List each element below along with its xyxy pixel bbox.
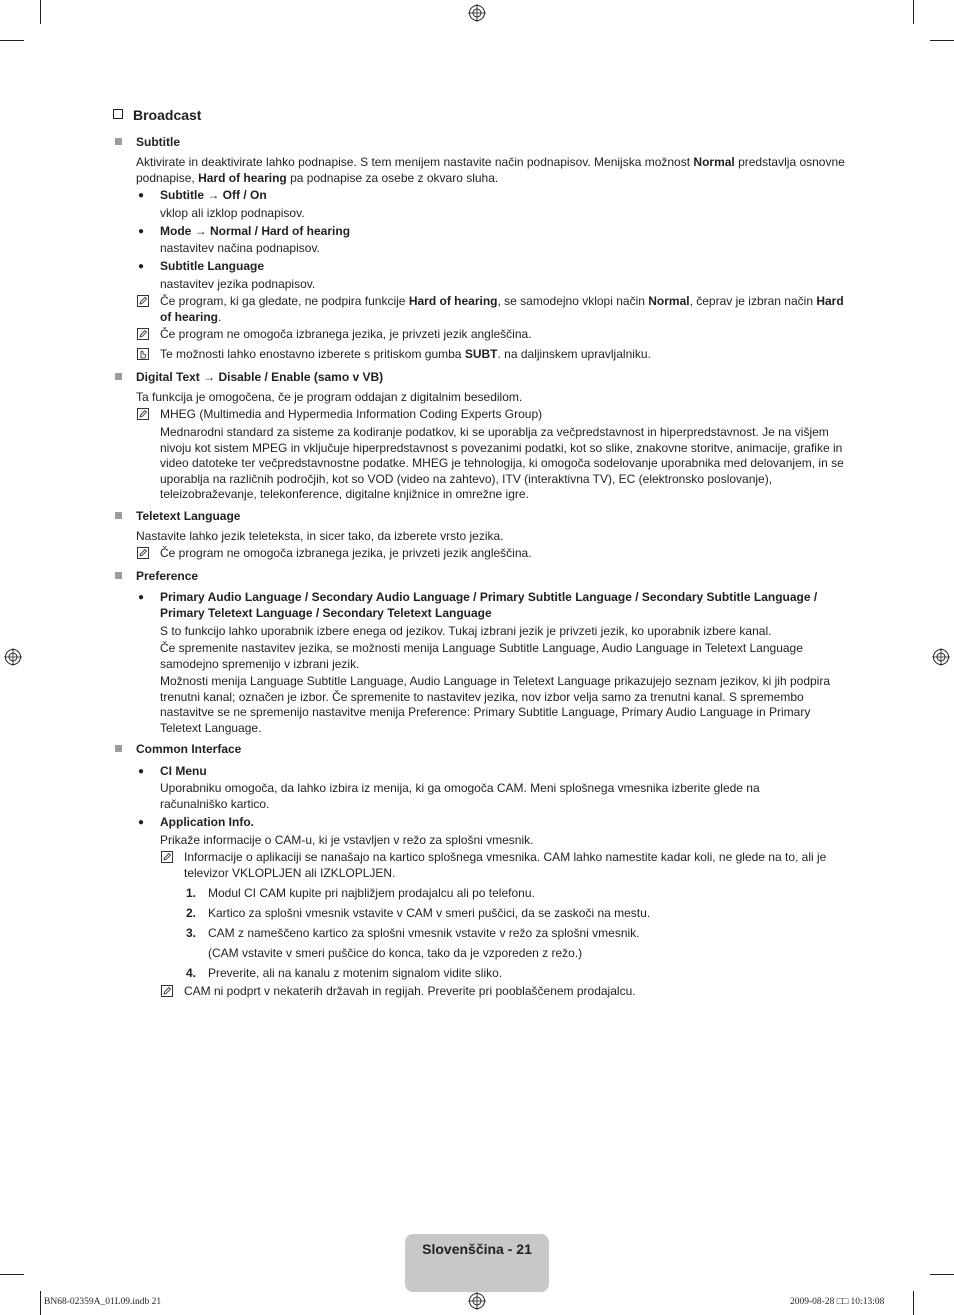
application-info-description: Prikaže informacije o CAM-u, ki je vstavljen v režo za splošni vmesnik. — [160, 833, 534, 847]
checkbox-bullet-icon — [113, 109, 123, 119]
note-text: Te možnosti lahko enostavno izberete s pritiskom gumba SUBT. na daljinskem upravljalniku. — [160, 347, 651, 361]
registration-mark-icon — [932, 648, 950, 666]
bullet-description: nastavitev načina podnapisov. — [160, 241, 320, 255]
bullet-dot-icon: ● — [138, 817, 145, 828]
common-interface-heading: Common Interface — [115, 742, 241, 758]
remote-hand-icon — [137, 348, 149, 360]
print-slug-right: 2009-08-28 □□ 10:13:08 — [790, 1297, 885, 1307]
bullet-description: vklop ali izklop podnapisov. — [160, 206, 305, 220]
note-text: CAM ni podprt v nekaterih državah in regijah. Preverite pri pooblaščenem prodajalcu. — [184, 984, 636, 998]
subtitle-heading: Subtitle — [115, 135, 180, 151]
section-title: Broadcast — [113, 108, 201, 124]
ci-menu-description: Uporabniku omogoča, da lahko izbira iz menija, ki ga omogoča CAM. Meni splošnega vmesnika izberite glede na računalniško kartico. — [160, 781, 760, 811]
note-pencil-icon — [161, 985, 173, 997]
note-text: Informacije o aplikaciji se nanašajo na kartico splošnega vmesnika. CAM lahko namestite kadar koli, ne glede na to, ali je televizor VKLOPLJEN ali IZKLOPLJEN. — [184, 850, 827, 880]
note-pencil-icon — [137, 295, 149, 307]
note-text: Če program ne omogoča izbranega jezika, je privzeti jezik angleščina. — [160, 327, 532, 341]
bullet-dot-icon: ● — [138, 766, 145, 777]
note-pencil-icon — [161, 851, 173, 863]
note-text: MHEG (Multimedia and Hypermedia Information Coding Experts Group) — [160, 407, 543, 421]
note-text: Če program, ki ga gledate, ne podpira funkcije Hard of hearing, se samodejno vklopi način Normal, čeprav je izbran način Hard of hearing. — [160, 294, 844, 324]
subtitle-description: Aktivirate in deaktivirate lahko podnapise. S tem menijem nastavite način podnapisov. Menijska možnost Normal predstavlja osnovne podnapise, Hard of hearing pa podnapise za osebe z okvaro sluha. — [136, 155, 845, 185]
preference-heading: Preference — [115, 569, 198, 585]
preference-paragraph: Možnosti menija Language Subtitle Language, Audio Language in Teletext Language prikazujejo seznam jezikov, ki jih podpira trenutni kanal; označen je izbor. Če spremenite to nastavitev jezika, nov izbor velja samo za trenutni kanal. S spremembo nastavitve se ne spremenijo nastavitve menija Preference: Primary Subtitle Language, Primary Audio Language in Primary Teletext Language. — [160, 674, 831, 735]
registration-mark-icon — [468, 4, 486, 22]
note-text: Če program ne omogoča izbranega jezika, je privzeti jezik angleščina. — [160, 546, 532, 560]
note-pencil-icon — [137, 328, 149, 340]
digital-text-description: Ta funkcija je omogočena, če je program oddajan z digitalnim besedilom. — [136, 390, 523, 404]
square-bullet-icon — [115, 138, 122, 145]
page-number: Slovenščina - 21 — [422, 1241, 532, 1257]
print-slug-left: BN68-02359A_01L09.indb 21 — [44, 1297, 162, 1307]
square-bullet-icon — [115, 745, 122, 752]
square-bullet-icon — [115, 572, 122, 579]
teletext-description: Nastavite lahko jezik teleteksta, in sicer tako, da izberete vrsto jezika. — [136, 529, 504, 543]
registration-mark-icon — [4, 648, 22, 666]
preference-paragraph: Če spremenite nastavitev jezika, se možnosti menija Language Subtitle Language, Audio Language in Teletext Language samodejno spremenijo v izbrani jezik. — [160, 641, 803, 671]
digital-text-heading: Digital Text → Disable / Enable (samo v VB) — [115, 370, 383, 386]
bullet-dot-icon: ● — [138, 592, 145, 603]
teletext-language-heading: Teletext Language — [115, 509, 240, 525]
bullet-dot-icon: ● — [138, 261, 145, 272]
bullet-dot-icon: ● — [138, 190, 145, 201]
registration-mark-icon — [468, 1292, 486, 1310]
note-pencil-icon — [137, 408, 149, 420]
square-bullet-icon — [115, 373, 122, 380]
square-bullet-icon — [115, 512, 122, 519]
bullet-description: nastavitev jezika podnapisov. — [160, 277, 316, 291]
mheg-description: Mednarodni standard za sisteme za kodiranje podatkov, ki se uporablja za večpredstavnost in hiperpredstavnost. Je na višjem nivoju kot sistem MPEG in vključuje hiperpredstavnost s povezanimi podatki, kot so slike, znakovne storitve, animacije, grafike in video datoteke ter večpredstavnostne podatke. MHEG je tehnologija, ki omogoča sodelovanje uporabnika med delovanjem, in se uporablja na različnih področjih, kot so VOD (video na zahtevo), ITV (interaktivna TV), EC (elektronsko poslovanje), teleizobraževanje, telekonference, digitalne knjižnice in omrežne igre. — [160, 425, 844, 501]
preference-paragraph: S to funkcijo lahko uporabnik izbere enega od jezikov. Tukaj izbrani jezik je privzeti jezik, ko uporabnik izbere kanal. — [160, 624, 772, 638]
note-pencil-icon — [137, 547, 149, 559]
bullet-dot-icon: ● — [138, 226, 145, 237]
